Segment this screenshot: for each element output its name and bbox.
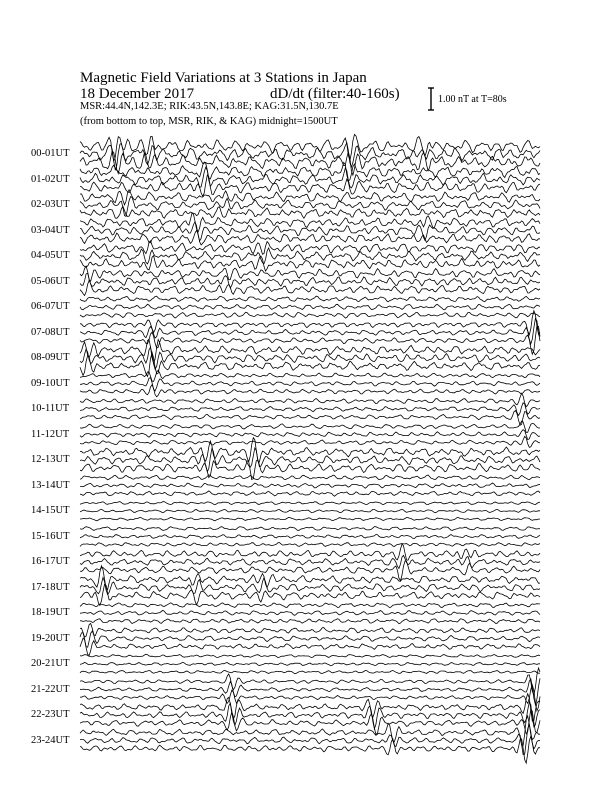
trace-06-07UT-RIK [80, 304, 540, 310]
trace-10-11UT-KAG [80, 393, 540, 407]
trace-21-22UT-MSR [80, 685, 540, 711]
trace-17-18UT-KAG [80, 566, 540, 590]
trace-04-05UT-KAG [80, 241, 540, 255]
trace-02-03UT-RIK [80, 197, 540, 217]
row-label-16-17UT: 16-17UT [31, 556, 70, 567]
trace-19-20UT-KAG [80, 624, 540, 638]
trace-11-12UT-RIK [80, 430, 540, 440]
trace-02-03UT-MSR [80, 206, 540, 218]
trace-20-21UT-KAG [80, 654, 540, 657]
row-label-18-19UT: 18-19UT [31, 607, 70, 618]
row-label-00-01UT: 00-01UT [31, 148, 70, 159]
station-coordinates: MSR:44.4N,142.3E; RIK:43.5N,143.8E; KAG:31.5N,130.7E [80, 101, 339, 112]
chart-component: dD/dt (filter:40-160s) [270, 86, 400, 102]
trace-19-20UT-RIK [80, 631, 540, 647]
trace-14-15UT-RIK [80, 509, 540, 512]
trace-16-17UT-KAG [80, 544, 540, 560]
trace-15-16UT-KAG [80, 527, 540, 531]
trace-22-23UT-MSR [80, 709, 540, 734]
trace-04-05UT-RIK [80, 248, 540, 264]
row-label-03-04UT: 03-04UT [31, 224, 70, 236]
trace-group [80, 134, 540, 763]
row-label-23-24UT: 23-24UT [31, 734, 70, 746]
trace-15-16UT-MSR [80, 542, 540, 546]
trace-12-13UT-MSR [80, 460, 540, 480]
trace-23-24UT-MSR [80, 736, 540, 763]
trace-05-06UT-KAG [80, 266, 540, 281]
trace-11-12UT-MSR [80, 436, 540, 447]
trace-06-07UT-MSR [80, 312, 540, 318]
row-label-21-22UT: 21-22UT [31, 683, 70, 695]
chart-date: 18 December 2017 [80, 86, 195, 102]
row-label-07-08UT: 07-08UT [31, 326, 70, 338]
row-label-10-11UT: 10-11UT [31, 403, 70, 414]
row-label-01-02UT: 01-02UT [31, 173, 70, 185]
row-label-12-13UT: 12-13UT [31, 454, 70, 465]
trace-13-14UT-MSR [80, 491, 540, 496]
row-label-14-15UT: 14-15UT [31, 505, 70, 516]
trace-13-14UT-RIK [80, 483, 540, 488]
row-label-17-18UT: 17-18UT [31, 581, 70, 593]
trace-20-21UT-MSR [80, 670, 540, 673]
trace-15-16UT-RIK [80, 535, 540, 539]
trace-18-19UT-KAG [80, 603, 540, 608]
trace-06-07UT-KAG [80, 296, 540, 302]
row-label-22-23UT: 22-23UT [31, 709, 70, 720]
station-order-note: (from bottom to top, MSR, RIK, & KAG) midnight=1500UT [80, 116, 338, 127]
trace-03-04UT-RIK [80, 222, 540, 241]
row-label-08-09UT: 08-09UT [31, 352, 70, 363]
trace-00-01UT-KAG [80, 134, 540, 161]
trace-13-14UT-KAG [80, 475, 540, 480]
trace-18-19UT-RIK [80, 610, 540, 615]
scale-label: 1.00 nT at T=80s [438, 94, 507, 105]
row-label-06-07UT: 06-07UT [31, 301, 70, 312]
trace-10-11UT-MSR [80, 411, 540, 426]
scale-bar [428, 88, 434, 110]
trace-04-05UT-MSR [80, 256, 540, 271]
row-label-15-16UT: 15-16UT [31, 530, 70, 542]
trace-09-10UT-RIK [80, 378, 540, 391]
row-label-05-06UT: 05-06UT [31, 275, 70, 287]
row-label-04-05UT: 04-05UT [31, 250, 70, 261]
row-label-02-03UT: 02-03UT [31, 199, 70, 210]
trace-09-10UT-MSR [80, 385, 540, 397]
row-label-09-10UT: 09-10UT [31, 377, 70, 389]
row-label-13-14UT: 13-14UT [31, 479, 70, 491]
trace-05-06UT-MSR [80, 280, 540, 295]
trace-19-20UT-MSR [80, 638, 540, 655]
trace-18-19UT-MSR [80, 619, 540, 624]
trace-09-10UT-KAG [80, 370, 540, 381]
row-label-19-20UT: 19-20UT [31, 632, 70, 644]
row-label-20-21UT: 20-21UT [31, 658, 70, 669]
trace-14-15UT-KAG [80, 502, 540, 505]
trace-14-15UT-MSR [80, 517, 540, 520]
chart-title: Magnetic Field Variations at 3 Stations in Japan [80, 70, 367, 86]
trace-17-18UT-RIK [80, 578, 540, 595]
trace-23-24UT-RIK [80, 725, 540, 755]
trace-05-06UT-RIK [80, 273, 540, 288]
row-label-11-12UT: 11-12UT [31, 428, 70, 440]
trace-10-11UT-RIK [80, 403, 540, 416]
trace-20-21UT-RIK [80, 662, 540, 665]
trace-00-01UT-MSR [80, 151, 540, 175]
trace-11-12UT-KAG [80, 421, 540, 432]
